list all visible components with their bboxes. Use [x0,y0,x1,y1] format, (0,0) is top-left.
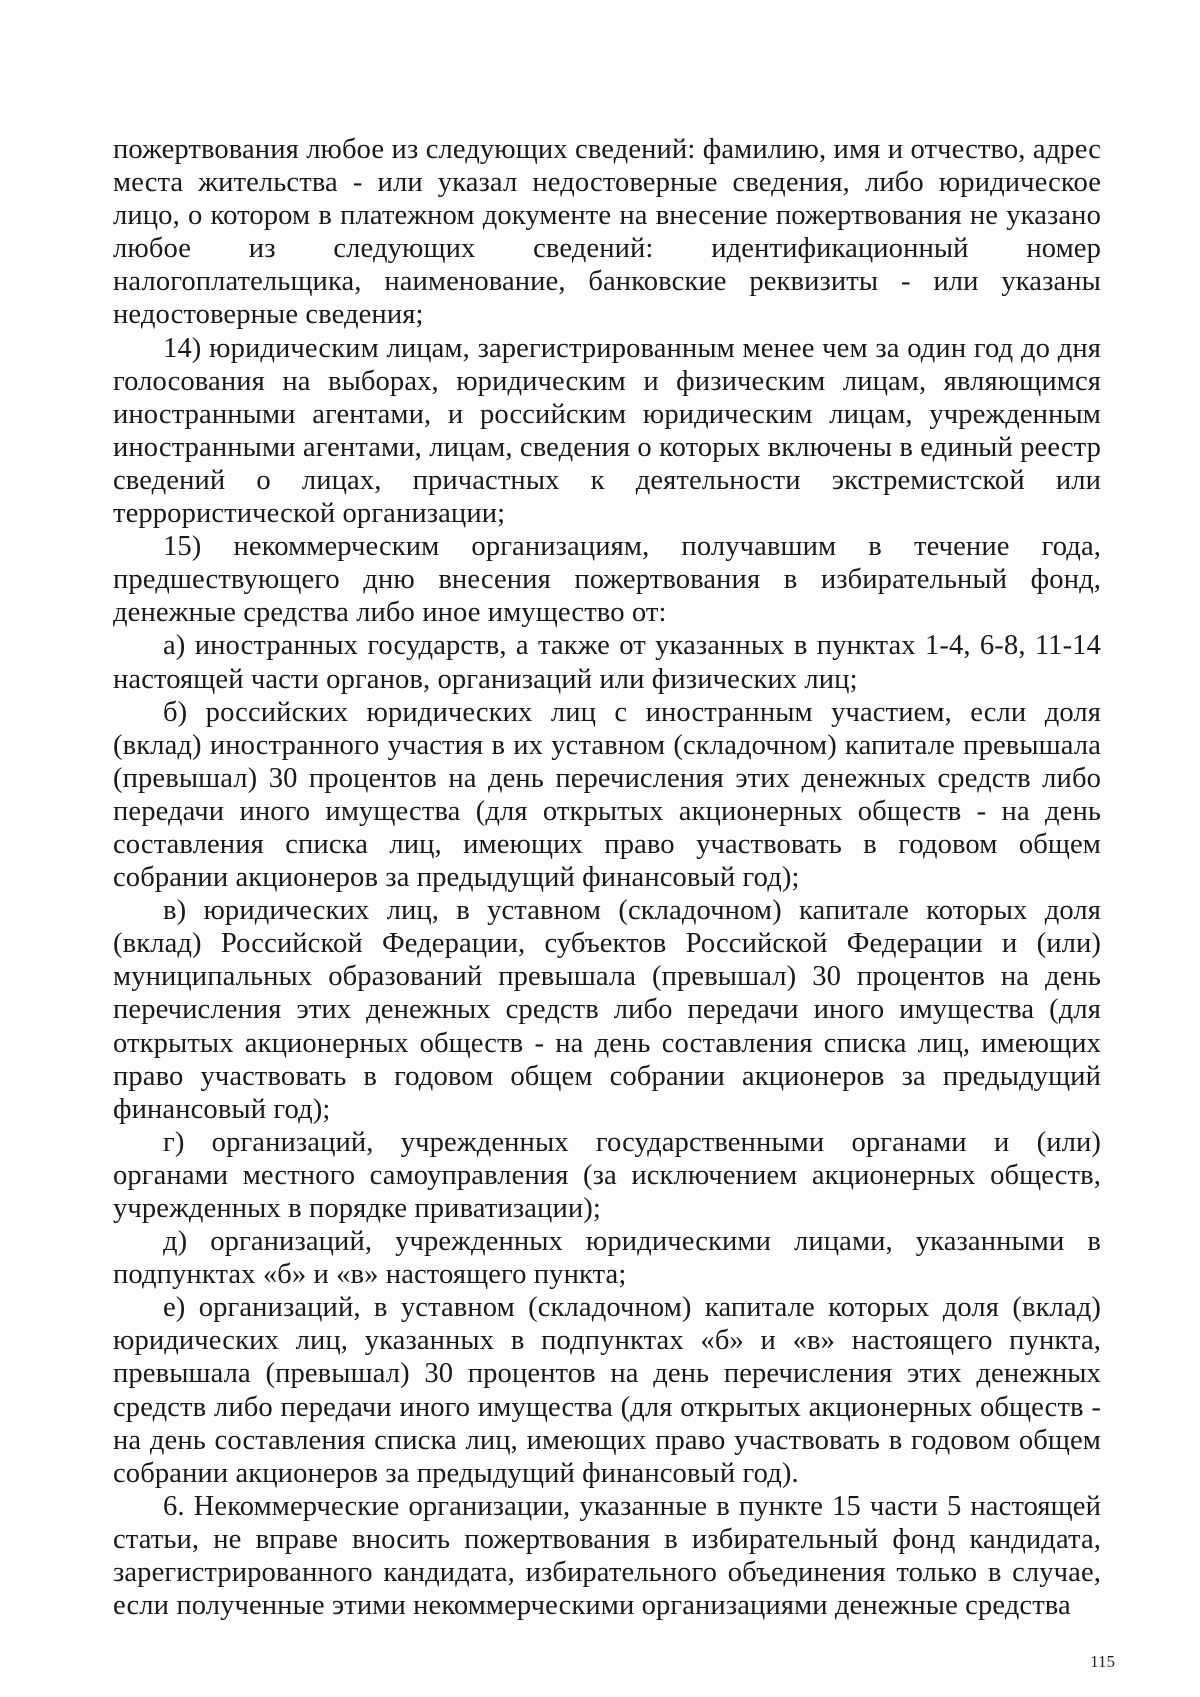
paragraph-subitem-v: в) юридических лиц, в уставном (складочном) капитале которых доля (вклад) Российской Федерации, субъектов Российской Федерации и (или) муниципальных образований превышала (превышал) 30 процентов на день перечисления этих денежных средств либо передачи иного имущества (для открытых акционерных обществ - на день составления списка лиц, имеющих право участвовать в годовом общем собрании акционеров за предыдущий финансовый год); [113,895,1101,1125]
paragraph-subitem-g: г) организаций, учрежденных государственными органами и (или) органами местного самоуправления (за исключением акционерных обществ, учрежденных в порядке приватизации); [113,1126,1101,1224]
paragraph-subitem-b: б) российских юридических лиц с иностранным участием, если доля (вклад) иностранного участия в их уставном (складочном) капитале превышала (превышал) 30 процентов на день перечисления этих денежных средств либо передачи иного имущества (для открытых акционерных обществ - на день составления списка лиц, имеющих право участвовать в годовом общем собрании акционеров за предыдущий финансовый год); [113,696,1101,894]
paragraph-item-15: 15) некоммерческим организациям, получавшим в течение года, предшествующего дню внесения пожертвования в избирательный фонд, денежные средства либо иное имущество от: [113,531,1101,629]
page-number: 115 [1090,1652,1115,1671]
paragraph-item-14: 14) юридическим лицам, зарегистрированным менее чем за один год до дня голосования на выборах, юридическим и физическим лицам, являющимся иностранными агентами, и российским юридическим лицам, учрежденным иностранными агентами, лицам, сведения о которых включены в единый реестр сведений о лицах, причастных к деятельности экстремистской или террористической организации; [113,332,1101,530]
paragraph-continuation: пожертвования любое из следующих сведений: фамилию, имя и отчество, адрес места жительства - или указал недостоверные сведения, либо юридическое лицо, о котором в платежном документе на внесение пожертвования не указано любое из следующих сведений: идентификационный номер налогоплательщика, наименование, банковские реквизиты - или указаны недостоверные сведения; [113,134,1101,331]
paragraph-section-6: 6. Некоммерческие организации, указанные в пункте 15 части 5 настоящей статьи, не вправе вносить пожертвования в избирательный фонд кандидата, зарегистрированного кандидата, избирательного объединения только в случае, если полученные этими некоммерческими организациями денежные средства [113,1490,1101,1622]
paragraph-subitem-a: а) иностранных государств, а также от указанных в пунктах 1-4, 6-8, 11-14 настоящей части органов, организаций или физических лиц; [113,630,1101,695]
document-body [113,133,1101,1622]
paragraph-subitem-e: е) организаций, в уставном (складочном) капитале которых доля (вклад) юридических лиц, указанных в подпунктах «б» и «в» настоящего пункта, превышала (превышал) 30 процентов на день перечисления этих денежных средств либо передачи иного имущества (для открытых акционерных обществ - на день составления списка лиц, имеющих право участвовать в годовом общем собрании акционеров за предыдущий финансовый год). [113,1292,1101,1489]
paragraph-subitem-d: д) организаций, учрежденных юридическими лицами, указанными в подпунктах «б» и «в» настоящего пункта; [113,1226,1101,1291]
